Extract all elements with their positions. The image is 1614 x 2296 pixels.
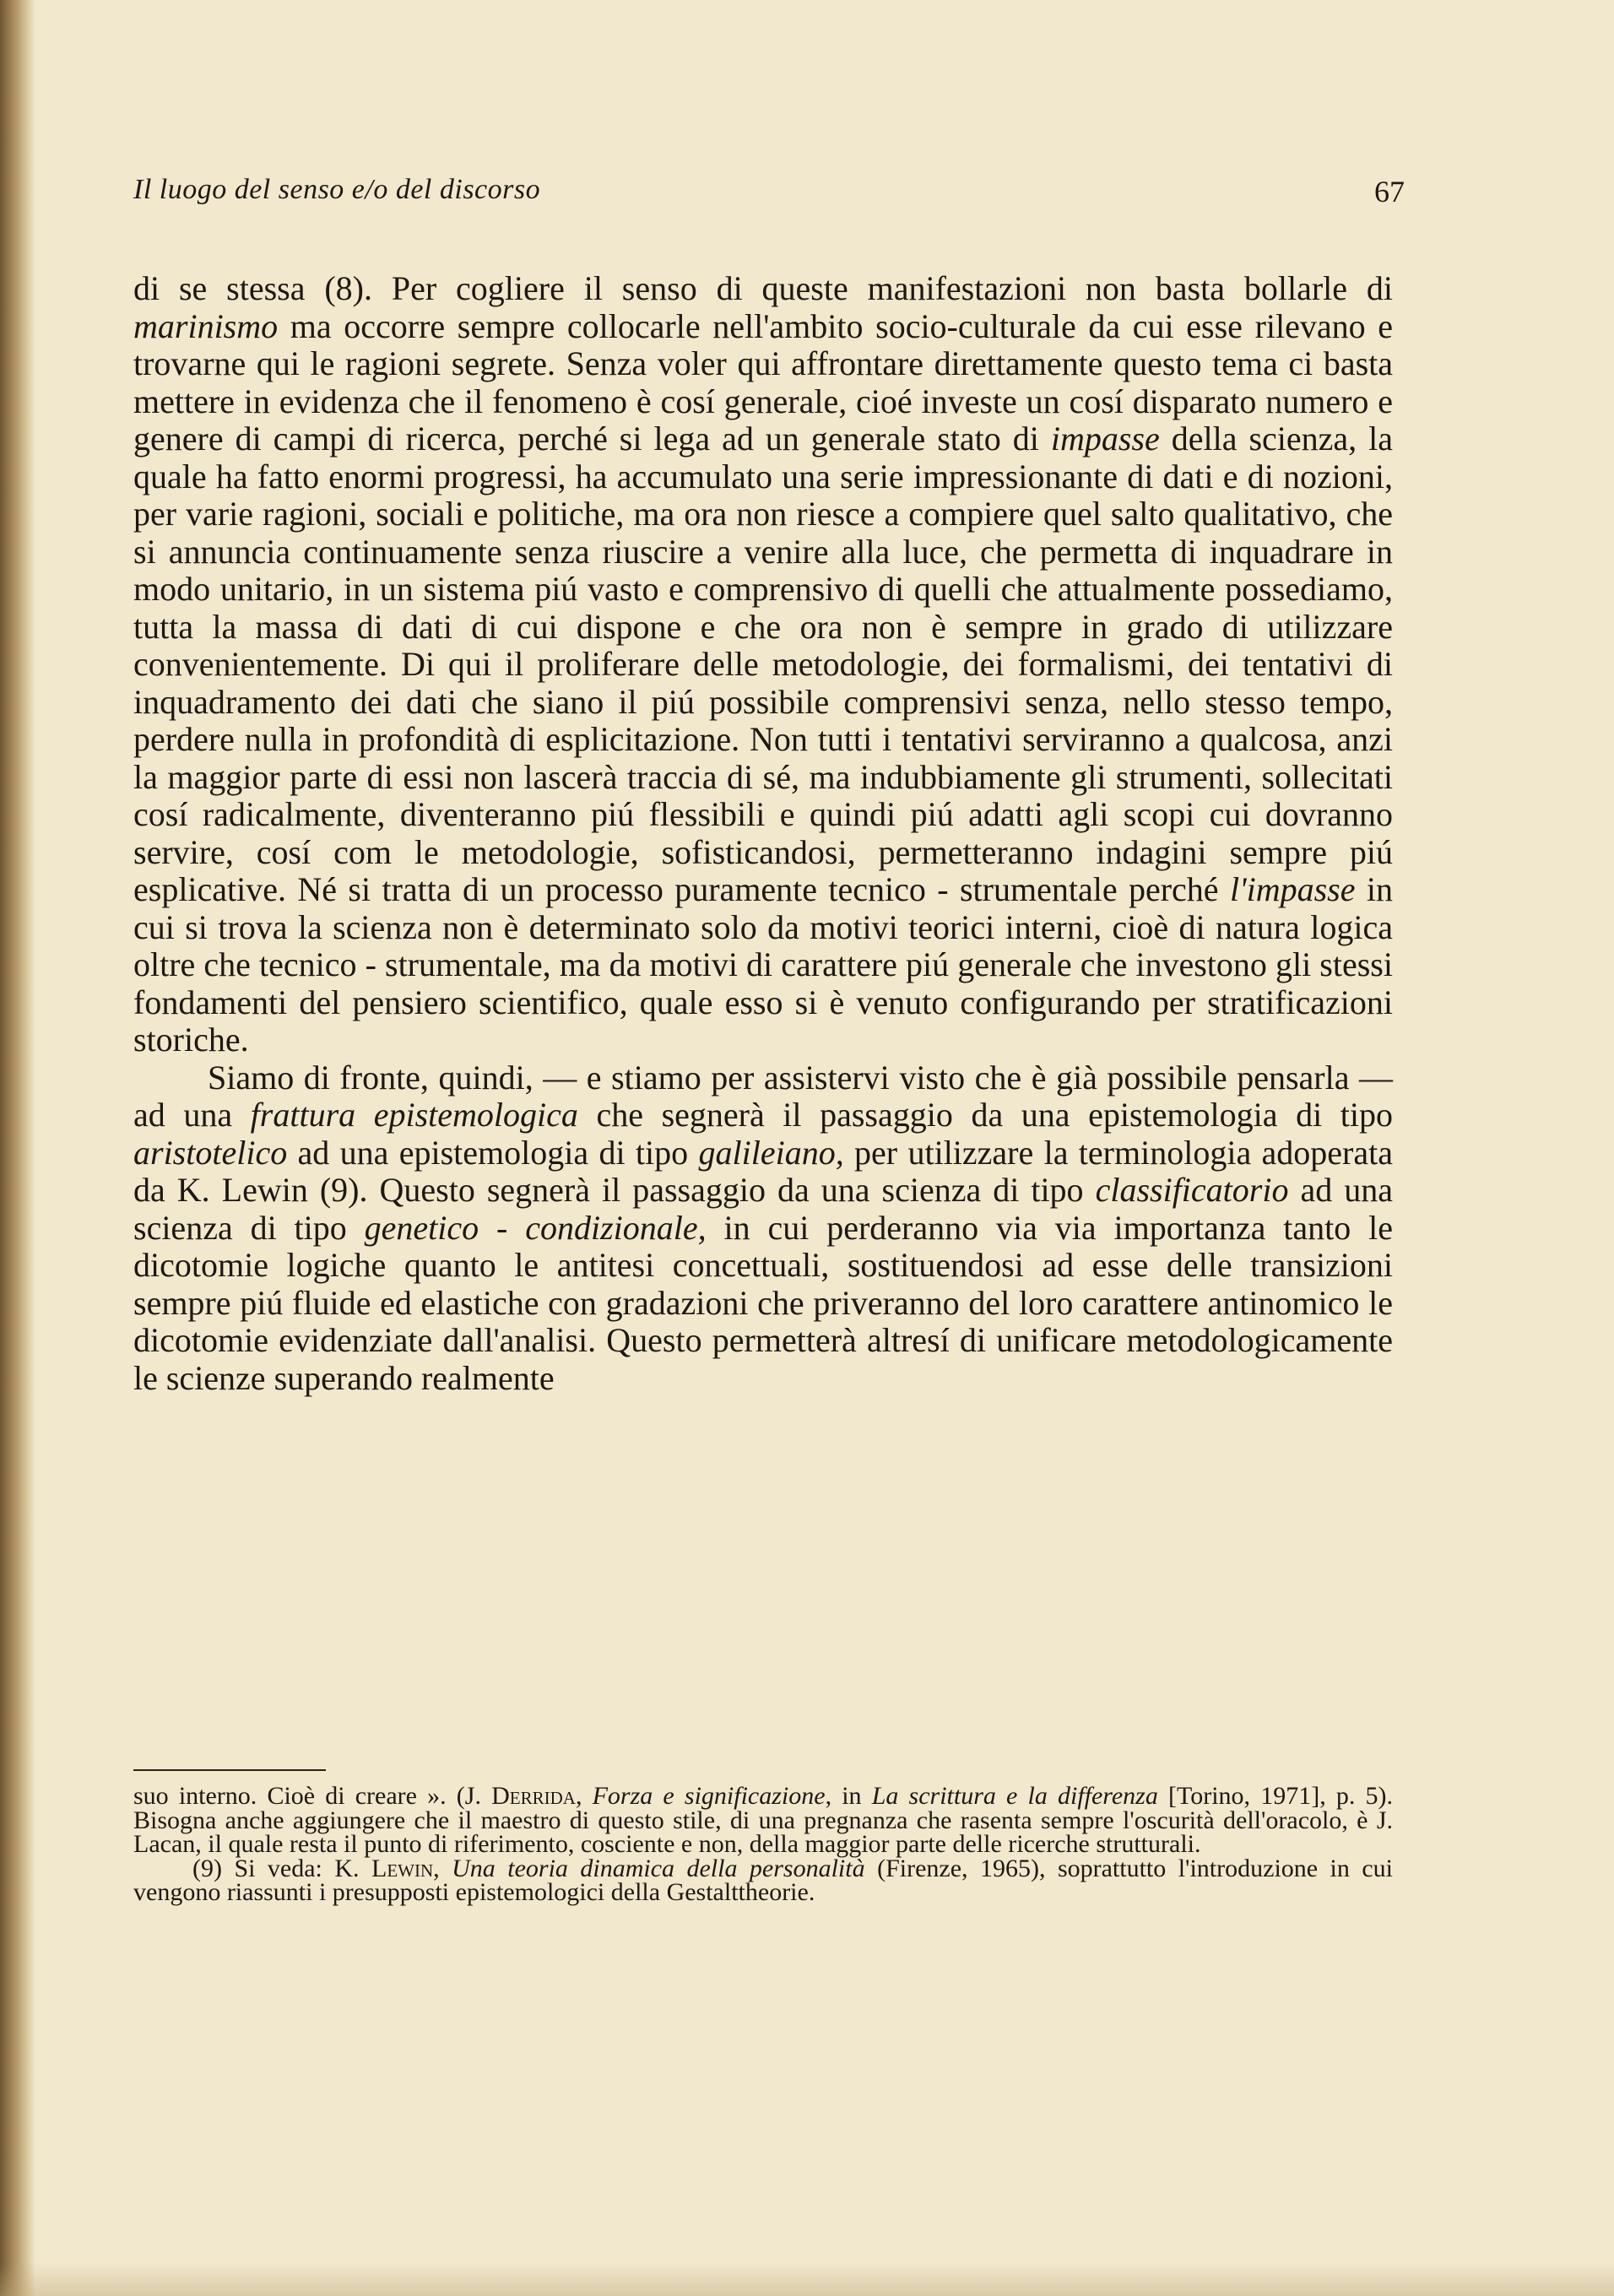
page-bottom-shadow	[0, 2262, 1614, 2296]
paragraph-2-text-6: in cui perderanno via via importanza tanto le dicotomie logiche quanto le antitesi concettuali, sostituendosi ad esse delle transizioni sempre piú fluide ed elastiche con gradazioni che priveranno del loro carattere antinomico le dicotomie evidenziate dall'analisi. Questo permetterà altresí di unificare metodologicamente le scienze superando realmente	[133, 1208, 1393, 1397]
footnote-separator	[133, 1769, 326, 1771]
paragraph-1-text-1: di se stessa (8). Per cogliere il senso di queste manifestazioni non basta bollarle di	[133, 269, 1393, 307]
footnote-8-italic-2: La scrittura e la differenza	[871, 1782, 1158, 1810]
paragraph-2	[133, 1059, 1393, 1398]
footnote-8-text-3: , in	[825, 1782, 872, 1810]
running-title: Il luogo del senso e/o del discorso	[133, 174, 541, 205]
footnote-9-italic-1: Una teoria dinamica della personalità	[452, 1854, 865, 1882]
paragraph-2-italic-5: genetico - condizionale,	[364, 1208, 707, 1247]
footnote-8-author: Derrida	[491, 1782, 576, 1810]
footnote-9-text-3: (Firenze, 1965), soprattutto l'introduzione in cui vengono riassunti i presupposti epistemologici della Gestalttheorie.	[133, 1854, 1394, 1906]
paragraph-2-text-1: Siamo di fronte, quindi, — e stiamo per assistervi visto che è già possibile pensarla — ad una	[133, 1058, 1393, 1134]
page-number: 67	[1374, 175, 1405, 208]
paragraph-1-text-2: ma occorre sempre collocarle nell'ambito socio-culturale da cui esse rilevano e trovarne qui le ragioni segrete. Senza voler qui affrontare direttamente questo tema ci basta mettere in evidenza che il fenomeno è cosí generale, cioé investe un cosí disparato numero e genere di campi di ricerca, perché si lega ad un generale stato di	[133, 306, 1393, 458]
paragraph-2-italic-4: classificatorio	[1095, 1171, 1289, 1209]
paragraph-1-text-3: della scienza, la quale ha fatto enormi progressi, ha accumulato una serie impressionante di dati e di nozioni, per varie ragioni, sociali e politiche, ma ora non riesce a compiere quel salto qualitativo, che si annuncia continuamente senza riuscire a venire alla luce, che permetta di inquadrare in modo unitario, in un sistema piú vasto e comprensivo di quelli che attualmente possediamo, tutta la massa di dati di cui dispone e che ora non è sempre in grado di utilizzare convenientemente. Di qui il proliferare delle metodologie, dei formalismi, dei tentativi di inquadramento dei dati che siano il piú possibile comprensivi senza, nello stesso tempo, perdere nulla in profondità di esplicitazione. Non tutti i tentativi serviranno a qualcosa, anzi la maggior parte di essi non lascerà traccia di sé, ma indubbiamente gli strumenti, sollecitati cosí radicalmente, diventeranno piú flessibili e quindi piú adatti agli scopi cui dovranno servire, cosí com le metodologie, sofisticandosi, permetteranno indagini sempre piú esplicative. Né si tratta di un processo puramente tecnico - strumentale perché	[133, 420, 1393, 908]
footnote-9-text-1: (9) Si veda: K.	[192, 1854, 371, 1882]
footnote-8-text-1: suo interno. Cioè di creare ». (J.	[133, 1782, 492, 1810]
footnote-8-continuation	[133, 1784, 1393, 1857]
footnote-9-author: Lewin	[371, 1854, 434, 1882]
paragraph-1-italic-2: impasse	[1050, 420, 1160, 458]
paragraph-1	[133, 270, 1393, 1059]
footnote-8-text-2: ,	[575, 1782, 593, 1810]
paragraph-2-italic-2: aristotelico	[133, 1133, 288, 1172]
footnotes	[133, 1784, 1393, 1905]
footnote-9	[133, 1854, 1394, 1906]
paragraph-2-text-2: che segnerà il passaggio da una epistemologia di tipo	[577, 1096, 1393, 1134]
paragraph-1-italic-3: l'impasse	[1229, 870, 1356, 908]
footnote-8-text-4: [Torino, 1971], p. 5). Bisogna anche aggiungere che il maestro di questo stile, di una pregnanza che rasenta sempre l'oscurità dell'oracolo, è J. Lacan, il quale resta il punto di riferimento, cosciente e non, della maggior parte delle ricerche strutturali.	[133, 1782, 1393, 1858]
body-text	[133, 270, 1393, 1397]
paragraph-2-text-5: ad una scienza di tipo	[133, 1171, 1393, 1247]
paragraph-2-text-4: per utilizzare la terminologia adoperata da K. Lewin (9). Questo segnerà il passaggio da una scienza di tipo	[133, 1133, 1393, 1209]
paragraph-2-italic-1: frattura epistemologica	[250, 1096, 578, 1134]
paragraph-2-text-3: ad una epistemologia di tipo	[287, 1133, 699, 1172]
paragraph-2-italic-3: galileiano,	[698, 1133, 844, 1172]
footnote-8-italic-1: Forza e significazione	[592, 1782, 826, 1810]
paragraph-1-italic-1: marinismo	[133, 306, 279, 345]
paragraph-1-text-4: in cui si trova la scienza non è determinato solo da motivi teorici interni, cioè di natura logica oltre che tecnico - strumentale, ma da motivi di carattere piú generale che investono gli stessi fondamenti del pensiero scientifico, quale esso si è venuto configurando per stratificazioni storiche.	[133, 870, 1393, 1059]
footnote-9-text-2: ,	[433, 1854, 452, 1882]
page-binding-edge	[0, 0, 35, 2296]
page-header	[133, 174, 1405, 225]
